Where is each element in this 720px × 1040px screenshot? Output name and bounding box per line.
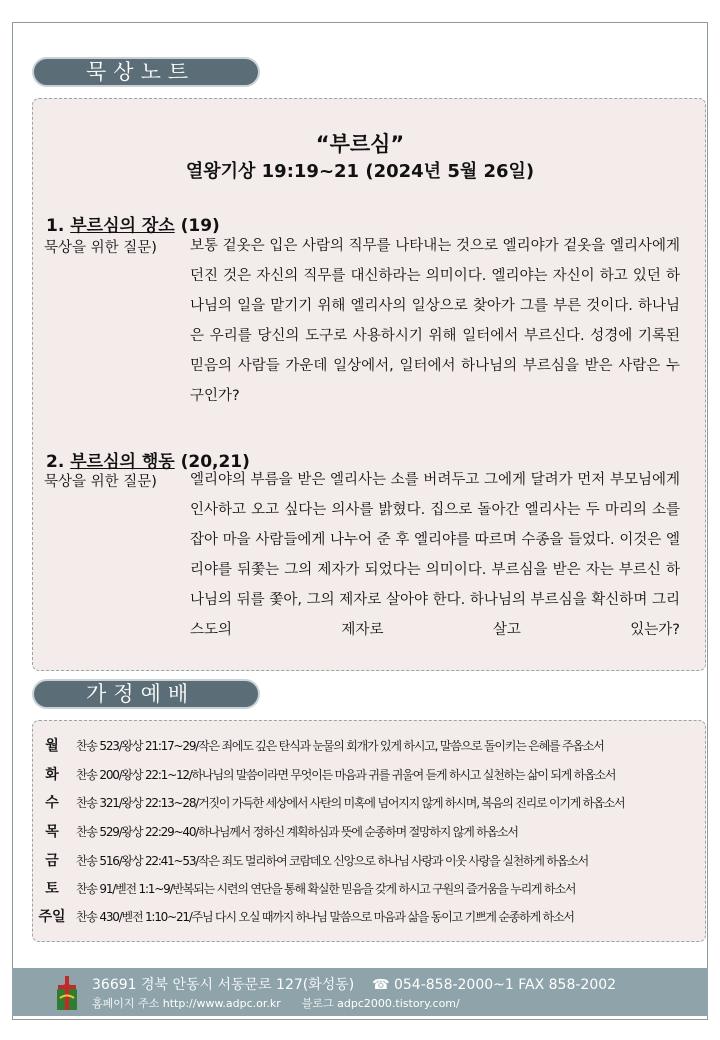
section-1-number: 1. bbox=[46, 216, 65, 236]
day-label: 토 bbox=[45, 881, 59, 897]
church-address-line bbox=[92, 974, 616, 994]
day-label: 수 bbox=[45, 795, 59, 811]
family-row-thu bbox=[32, 821, 706, 843]
section-1-text: 보통 겉옷은 입은 사람의 직무를 나타내는 것으로 엘리야가 겉옷을 엘리사에게 던진 것은 자신의 직무를 대신하라는 의미이다. 엘리야는 자신이 하고 있던 하나님의 일을 맡기기 위해 엘리사의 일상으로 찾아가 그를 부른 것이다. 하나님은 우리를 당신의 도구로 사용하시기 위해 일터에서 부르신다. 성경에 기록된 믿음의 사람들 가운데 일상에서, 일터에서 하나님의 부르심을 받은 사람은 누구인가? bbox=[190, 238, 680, 404]
section-2-text: 엘리야의 부름을 받은 엘리사는 소를 버려두고 그에게 달려가 먼저 부모님에게 인사하고 오고 싶다는 의사를 밝혔다. 집으로 돌아간 엘리사는 두 마리의 소를 잡아 마을 사람들에게 나누어 준 후 엘리야를 따르며 수종을 들었다. 이것은 엘리야를 뒤쫓는 그의 제자가 되었다는 의미이다. 부르심을 받은 자는 부르신 하나님의 뒤를 쫓아, 그의 제자로 살아야 한다. 하나님의 부르심을 확신하며 그리스도의 제자로 살고 있는가? bbox=[190, 472, 680, 638]
section-2-verses: (20,21) bbox=[180, 452, 250, 472]
family-row-tue bbox=[32, 764, 706, 786]
day-reading: 찬송 529/왕상 22:29~40/하나님께서 정하신 계획하심과 뜻에 순종하며 절망하지 않게 하옵소서 bbox=[76, 825, 518, 839]
section-2-question-label: 묵상을 위한 질문) bbox=[44, 474, 157, 490]
day-reading: 찬송 91/벧전 1:1~9/반복되는 시련의 연단을 통해 확실한 믿음을 갖게 하시고 구원의 즐거움을 누리게 하소서 bbox=[76, 882, 576, 896]
section-2-number: 2. bbox=[46, 452, 65, 472]
church-web-line bbox=[92, 995, 460, 1011]
day-label: 금 bbox=[45, 853, 59, 869]
day-reading: 찬송 516/왕상 22:41~53/작은 죄도 멀리하여 코람데오 신앙으로 하나님 사랑과 이웃 사랑을 실천하게 하옵소서 bbox=[76, 854, 588, 868]
homepage-link[interactable]: 홈페이지 주소 http://www.adpc.or.kr bbox=[92, 997, 281, 1010]
family-row-sat bbox=[32, 878, 706, 900]
section-1-verses: (19) bbox=[180, 216, 220, 236]
section-1-question-label: 묵상을 위한 질문) bbox=[44, 240, 157, 256]
day-reading: 찬송 321/왕상 22:13~28/거짓이 가득한 세상에서 사탄의 미혹에 넘어지지 않게 하시며, 복음의 진리로 이기게 하옵소서 bbox=[76, 796, 625, 810]
section-2-title: 부르심의 행동 bbox=[70, 452, 175, 472]
family-row-sun bbox=[32, 906, 706, 928]
day-label: 목 bbox=[45, 824, 59, 840]
day-label: 화 bbox=[45, 767, 59, 783]
section-1-title: 부르심의 장소 bbox=[70, 216, 175, 236]
family-row-fri bbox=[32, 850, 706, 872]
day-reading: 찬송 430/벧전 1:10~21/주님 다시 오실 때까지 하나님 말씀으로 마음과 삶을 동이고 기쁘게 순종하게 하소서 bbox=[76, 910, 574, 924]
church-footer bbox=[12, 968, 708, 1016]
day-label: 주일 bbox=[38, 909, 66, 925]
family-worship-label: 가정예배 bbox=[32, 679, 260, 709]
family-row-wed bbox=[32, 792, 706, 814]
church-cross-logo-icon bbox=[52, 976, 82, 1010]
day-reading: 찬송 523/왕상 21:17~29/작은 죄에도 깊은 탄식과 눈물의 회개가 있게 하시고, 말씀으로 돌이키는 은혜를 주옵소서 bbox=[76, 739, 604, 753]
sermon-title: “부르심” bbox=[315, 132, 405, 156]
church-phone: ☎ 054-858-2000~1 FAX 858-2002 bbox=[372, 977, 617, 993]
family-row-mon bbox=[32, 735, 706, 757]
church-address: 36691 경북 안동시 서동문로 127(화성동) bbox=[92, 977, 355, 993]
scripture-passage: 열왕기상 19:19~21 (2024년 5월 26일) bbox=[185, 161, 535, 182]
day-label: 월 bbox=[45, 738, 59, 754]
day-reading: 찬송 200/왕상 22:1~12/하나님의 말씀이라면 무엇이든 마음과 귀를 귀울여 듣게 하시고 실천하는 삶이 되게 하옵소서 bbox=[76, 768, 616, 782]
meditation-note-label: 묵상노트 bbox=[32, 57, 260, 87]
blog-link[interactable]: 블로그 adpc2000.tistory.com/ bbox=[301, 997, 460, 1010]
